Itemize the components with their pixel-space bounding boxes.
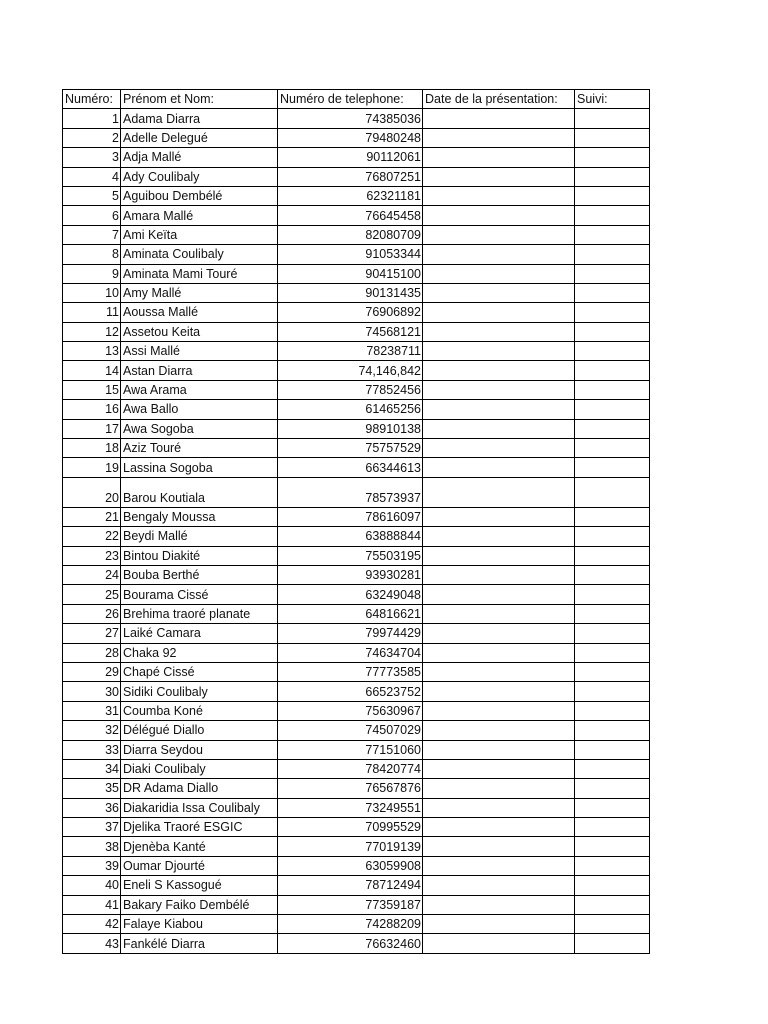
row-suivi-cell: [575, 264, 650, 283]
row-name-cell: Coumba Koné: [121, 701, 278, 720]
row-name-cell: Awa Sogoba: [121, 419, 278, 438]
row-phone-cell: 74634704: [278, 643, 423, 662]
row-suivi-cell: [575, 895, 650, 914]
row-suivi-cell: [575, 701, 650, 720]
row-date-cell: [423, 837, 575, 856]
row-number-cell: 2: [63, 128, 121, 147]
row-suivi-cell: [575, 740, 650, 759]
row-number-cell: 8: [63, 245, 121, 264]
row-date-cell: [423, 507, 575, 526]
row-number-cell: 6: [63, 206, 121, 225]
row-name-cell: Aziz Touré: [121, 439, 278, 458]
row-date-cell: [423, 662, 575, 681]
table-row: [63, 721, 650, 740]
row-suivi-cell: [575, 915, 650, 934]
table-row: [63, 876, 650, 895]
row-name-cell: Falaye Kiabou: [121, 915, 278, 934]
row-date-cell: [423, 546, 575, 565]
header-row: [63, 90, 650, 109]
row-phone-cell: 78712494: [278, 876, 423, 895]
row-suivi-cell: [575, 643, 650, 662]
row-phone-cell: 77359187: [278, 895, 423, 914]
row-name-cell: Adja Mallé: [121, 148, 278, 167]
row-number-cell: 42: [63, 915, 121, 934]
row-suivi-cell: [575, 245, 650, 264]
row-suivi-cell: [575, 439, 650, 458]
row-date-cell: [423, 109, 575, 128]
row-suivi-cell: [575, 186, 650, 205]
row-name-cell: Aminata Mami Touré: [121, 264, 278, 283]
table-row: [63, 565, 650, 584]
row-phone-cell: 78420774: [278, 759, 423, 778]
row-number-cell: 38: [63, 837, 121, 856]
row-number-cell: 22: [63, 527, 121, 546]
row-suivi-cell: [575, 477, 650, 507]
row-phone-cell: 74568121: [278, 322, 423, 341]
row-suivi-cell: [575, 682, 650, 701]
row-name-cell: Bakary Faiko Dembélé: [121, 895, 278, 914]
row-date-cell: [423, 400, 575, 419]
row-name-cell: Brehima traoré planate: [121, 604, 278, 623]
row-phone-cell: 74,146,842: [278, 361, 423, 380]
row-suivi-cell: [575, 837, 650, 856]
row-name-cell: Beydi Mallé: [121, 527, 278, 546]
row-name-cell: Ami Keïta: [121, 225, 278, 244]
row-phone-cell: 74507029: [278, 721, 423, 740]
row-suivi-cell: [575, 507, 650, 526]
row-name-cell: Awa Arama: [121, 380, 278, 399]
row-date-cell: [423, 380, 575, 399]
row-number-cell: 14: [63, 361, 121, 380]
row-phone-cell: 76906892: [278, 303, 423, 322]
row-name-cell: Bengaly Moussa: [121, 507, 278, 526]
row-number-cell: 19: [63, 458, 121, 477]
table-row: [63, 342, 650, 361]
row-number-cell: 28: [63, 643, 121, 662]
row-name-cell: Aminata Coulibaly: [121, 245, 278, 264]
row-number-cell: 9: [63, 264, 121, 283]
row-number-cell: 36: [63, 798, 121, 817]
row-name-cell: Sidiki Coulibaly: [121, 682, 278, 701]
row-number-cell: 10: [63, 283, 121, 302]
row-phone-cell: 70995529: [278, 818, 423, 837]
row-number-cell: 4: [63, 167, 121, 186]
row-suivi-cell: [575, 759, 650, 778]
row-name-cell: Eneli S Kassogué: [121, 876, 278, 895]
table-row: [63, 419, 650, 438]
row-name-cell: Chapé Cissé: [121, 662, 278, 681]
row-name-cell: Amara Mallé: [121, 206, 278, 225]
row-suivi-cell: [575, 303, 650, 322]
row-suivi-cell: [575, 283, 650, 302]
row-name-cell: Ady Coulibaly: [121, 167, 278, 186]
row-number-cell: 1: [63, 109, 121, 128]
row-number-cell: 30: [63, 682, 121, 701]
row-number-cell: 20: [63, 477, 121, 507]
row-suivi-cell: [575, 934, 650, 953]
header-telephone: Numéro de telephone:: [278, 90, 423, 109]
row-name-cell: Djelika Traoré ESGIC: [121, 818, 278, 837]
row-suivi-cell: [575, 565, 650, 584]
row-suivi-cell: [575, 798, 650, 817]
row-number-cell: 23: [63, 546, 121, 565]
row-date-cell: [423, 342, 575, 361]
row-date-cell: [423, 740, 575, 759]
table-row: [63, 798, 650, 817]
row-date-cell: [423, 721, 575, 740]
row-phone-cell: 66344613: [278, 458, 423, 477]
row-suivi-cell: [575, 585, 650, 604]
table-row: [63, 585, 650, 604]
row-phone-cell: 63059908: [278, 856, 423, 875]
table-row: [63, 186, 650, 205]
row-suivi-cell: [575, 380, 650, 399]
row-date-cell: [423, 818, 575, 837]
row-name-cell: Oumar Djourté: [121, 856, 278, 875]
header-date-presentation: Date de la présentation:: [423, 90, 575, 109]
table-row: [63, 439, 650, 458]
table-row: [63, 507, 650, 526]
row-suivi-cell: [575, 779, 650, 798]
row-date-cell: [423, 283, 575, 302]
table-row: [63, 206, 650, 225]
row-phone-cell: 63888844: [278, 527, 423, 546]
row-number-cell: 29: [63, 662, 121, 681]
row-name-cell: Amy Mallé: [121, 283, 278, 302]
row-date-cell: [423, 643, 575, 662]
row-phone-cell: 63249048: [278, 585, 423, 604]
row-date-cell: [423, 361, 575, 380]
table-row: [63, 837, 650, 856]
row-name-cell: Laiké Camara: [121, 624, 278, 643]
row-suivi-cell: [575, 876, 650, 895]
row-phone-cell: 77852456: [278, 380, 423, 399]
row-suivi-cell: [575, 604, 650, 623]
row-date-cell: [423, 934, 575, 953]
table-row: [63, 915, 650, 934]
row-phone-cell: 75503195: [278, 546, 423, 565]
table-row: [63, 934, 650, 953]
row-suivi-cell: [575, 361, 650, 380]
table-row: [63, 662, 650, 681]
row-number-cell: 37: [63, 818, 121, 837]
row-suivi-cell: [575, 128, 650, 147]
table-body: [63, 109, 650, 953]
header-numero: Numéro:: [63, 90, 121, 109]
table-row: [63, 527, 650, 546]
table-row: [63, 624, 650, 643]
table-row: [63, 701, 650, 720]
row-name-cell: Bintou Diakité: [121, 546, 278, 565]
row-date-cell: [423, 186, 575, 205]
table-row: [63, 361, 650, 380]
row-number-cell: 24: [63, 565, 121, 584]
row-number-cell: 11: [63, 303, 121, 322]
table-row: [63, 740, 650, 759]
row-number-cell: 27: [63, 624, 121, 643]
row-date-cell: [423, 458, 575, 477]
row-suivi-cell: [575, 527, 650, 546]
header-prenom-nom: Prénom et Nom:: [121, 90, 278, 109]
table-row: [63, 109, 650, 128]
row-date-cell: [423, 303, 575, 322]
row-number-cell: 26: [63, 604, 121, 623]
row-name-cell: Aguibou Dembélé: [121, 186, 278, 205]
row-name-cell: Bourama Cissé: [121, 585, 278, 604]
row-phone-cell: 73249551: [278, 798, 423, 817]
row-date-cell: [423, 624, 575, 643]
row-date-cell: [423, 585, 575, 604]
table-row: [63, 225, 650, 244]
row-number-cell: 41: [63, 895, 121, 914]
row-phone-cell: 77151060: [278, 740, 423, 759]
row-date-cell: [423, 856, 575, 875]
row-date-cell: [423, 245, 575, 264]
row-date-cell: [423, 701, 575, 720]
table-row: [63, 856, 650, 875]
row-name-cell: DR Adama Diallo: [121, 779, 278, 798]
row-suivi-cell: [575, 148, 650, 167]
row-number-cell: 15: [63, 380, 121, 399]
row-phone-cell: 62321181: [278, 186, 423, 205]
row-phone-cell: 77773585: [278, 662, 423, 681]
row-name-cell: Chaka 92: [121, 643, 278, 662]
row-phone-cell: 93930281: [278, 565, 423, 584]
row-phone-cell: 76807251: [278, 167, 423, 186]
row-number-cell: 32: [63, 721, 121, 740]
row-date-cell: [423, 225, 575, 244]
row-date-cell: [423, 322, 575, 341]
row-date-cell: [423, 206, 575, 225]
table-row: [63, 245, 650, 264]
row-number-cell: 12: [63, 322, 121, 341]
row-phone-cell: 78238711: [278, 342, 423, 361]
row-name-cell: Assi Mallé: [121, 342, 278, 361]
row-phone-cell: 74385036: [278, 109, 423, 128]
row-date-cell: [423, 915, 575, 934]
row-phone-cell: 79480248: [278, 128, 423, 147]
row-phone-cell: 91053344: [278, 245, 423, 264]
row-suivi-cell: [575, 206, 650, 225]
row-date-cell: [423, 682, 575, 701]
row-number-cell: 39: [63, 856, 121, 875]
row-suivi-cell: [575, 662, 650, 681]
row-suivi-cell: [575, 322, 650, 341]
row-date-cell: [423, 148, 575, 167]
row-suivi-cell: [575, 721, 650, 740]
row-suivi-cell: [575, 856, 650, 875]
row-phone-cell: 90131435: [278, 283, 423, 302]
row-name-cell: Adama Diarra: [121, 109, 278, 128]
row-date-cell: [423, 604, 575, 623]
row-number-cell: 17: [63, 419, 121, 438]
table-row: [63, 264, 650, 283]
row-name-cell: Bouba Berthé: [121, 565, 278, 584]
row-phone-cell: 64816621: [278, 604, 423, 623]
row-number-cell: 35: [63, 779, 121, 798]
row-number-cell: 25: [63, 585, 121, 604]
row-name-cell: Adelle Delegué: [121, 128, 278, 147]
row-name-cell: Awa Ballo: [121, 400, 278, 419]
row-phone-cell: 90415100: [278, 264, 423, 283]
row-phone-cell: 75630967: [278, 701, 423, 720]
table-row: [63, 818, 650, 837]
row-suivi-cell: [575, 458, 650, 477]
row-phone-cell: 76645458: [278, 206, 423, 225]
row-suivi-cell: [575, 109, 650, 128]
table-row: [63, 167, 650, 186]
row-number-cell: 21: [63, 507, 121, 526]
table-row: [63, 682, 650, 701]
table-row: [63, 477, 650, 507]
table-row: [63, 895, 650, 914]
row-phone-cell: 61465256: [278, 400, 423, 419]
row-number-cell: 18: [63, 439, 121, 458]
row-name-cell: Barou Koutiala: [121, 477, 278, 507]
table-row: [63, 148, 650, 167]
table-row: [63, 546, 650, 565]
row-number-cell: 16: [63, 400, 121, 419]
row-name-cell: Lassina Sogoba: [121, 458, 278, 477]
row-name-cell: Aoussa Mallé: [121, 303, 278, 322]
row-date-cell: [423, 527, 575, 546]
row-phone-cell: 77019139: [278, 837, 423, 856]
row-number-cell: 13: [63, 342, 121, 361]
row-number-cell: 31: [63, 701, 121, 720]
row-date-cell: [423, 798, 575, 817]
row-phone-cell: 78616097: [278, 507, 423, 526]
row-date-cell: [423, 264, 575, 283]
table-row: [63, 322, 650, 341]
contact-sheet: [62, 89, 650, 954]
row-date-cell: [423, 895, 575, 914]
row-number-cell: 33: [63, 740, 121, 759]
table-row: [63, 779, 650, 798]
row-date-cell: [423, 167, 575, 186]
row-name-cell: Diarra Seydou: [121, 740, 278, 759]
row-date-cell: [423, 477, 575, 507]
row-number-cell: 7: [63, 225, 121, 244]
row-name-cell: Diakaridia Issa Coulibaly: [121, 798, 278, 817]
row-name-cell: Diaki Coulibaly: [121, 759, 278, 778]
row-date-cell: [423, 128, 575, 147]
table-row: [63, 303, 650, 322]
row-number-cell: 40: [63, 876, 121, 895]
row-suivi-cell: [575, 818, 650, 837]
row-date-cell: [423, 419, 575, 438]
row-suivi-cell: [575, 400, 650, 419]
row-suivi-cell: [575, 167, 650, 186]
table-row: [63, 759, 650, 778]
row-name-cell: Djenèba Kanté: [121, 837, 278, 856]
table-row: [63, 128, 650, 147]
row-phone-cell: 98910138: [278, 419, 423, 438]
row-phone-cell: 66523752: [278, 682, 423, 701]
row-number-cell: 3: [63, 148, 121, 167]
row-phone-cell: 75757529: [278, 439, 423, 458]
row-name-cell: Assetou Keita: [121, 322, 278, 341]
row-number-cell: 34: [63, 759, 121, 778]
row-phone-cell: 76567876: [278, 779, 423, 798]
table-row: [63, 400, 650, 419]
row-date-cell: [423, 439, 575, 458]
row-date-cell: [423, 876, 575, 895]
row-phone-cell: 74288209: [278, 915, 423, 934]
row-number-cell: 43: [63, 934, 121, 953]
row-name-cell: Fankélé Diarra: [121, 934, 278, 953]
row-phone-cell: 78573937: [278, 477, 423, 507]
contact-table: [62, 89, 650, 954]
row-phone-cell: 82080709: [278, 225, 423, 244]
row-suivi-cell: [575, 419, 650, 438]
table-row: [63, 604, 650, 623]
table-row: [63, 380, 650, 399]
table-row: [63, 283, 650, 302]
row-date-cell: [423, 779, 575, 798]
row-suivi-cell: [575, 624, 650, 643]
table-row: [63, 643, 650, 662]
row-suivi-cell: [575, 546, 650, 565]
table-row: [63, 458, 650, 477]
row-suivi-cell: [575, 225, 650, 244]
row-phone-cell: 76632460: [278, 934, 423, 953]
row-date-cell: [423, 565, 575, 584]
row-name-cell: Astan Diarra: [121, 361, 278, 380]
row-phone-cell: 90112061: [278, 148, 423, 167]
header-suivi: Suivi:: [575, 90, 650, 109]
row-date-cell: [423, 759, 575, 778]
row-phone-cell: 79974429: [278, 624, 423, 643]
row-suivi-cell: [575, 342, 650, 361]
row-name-cell: Délégué Diallo: [121, 721, 278, 740]
row-number-cell: 5: [63, 186, 121, 205]
